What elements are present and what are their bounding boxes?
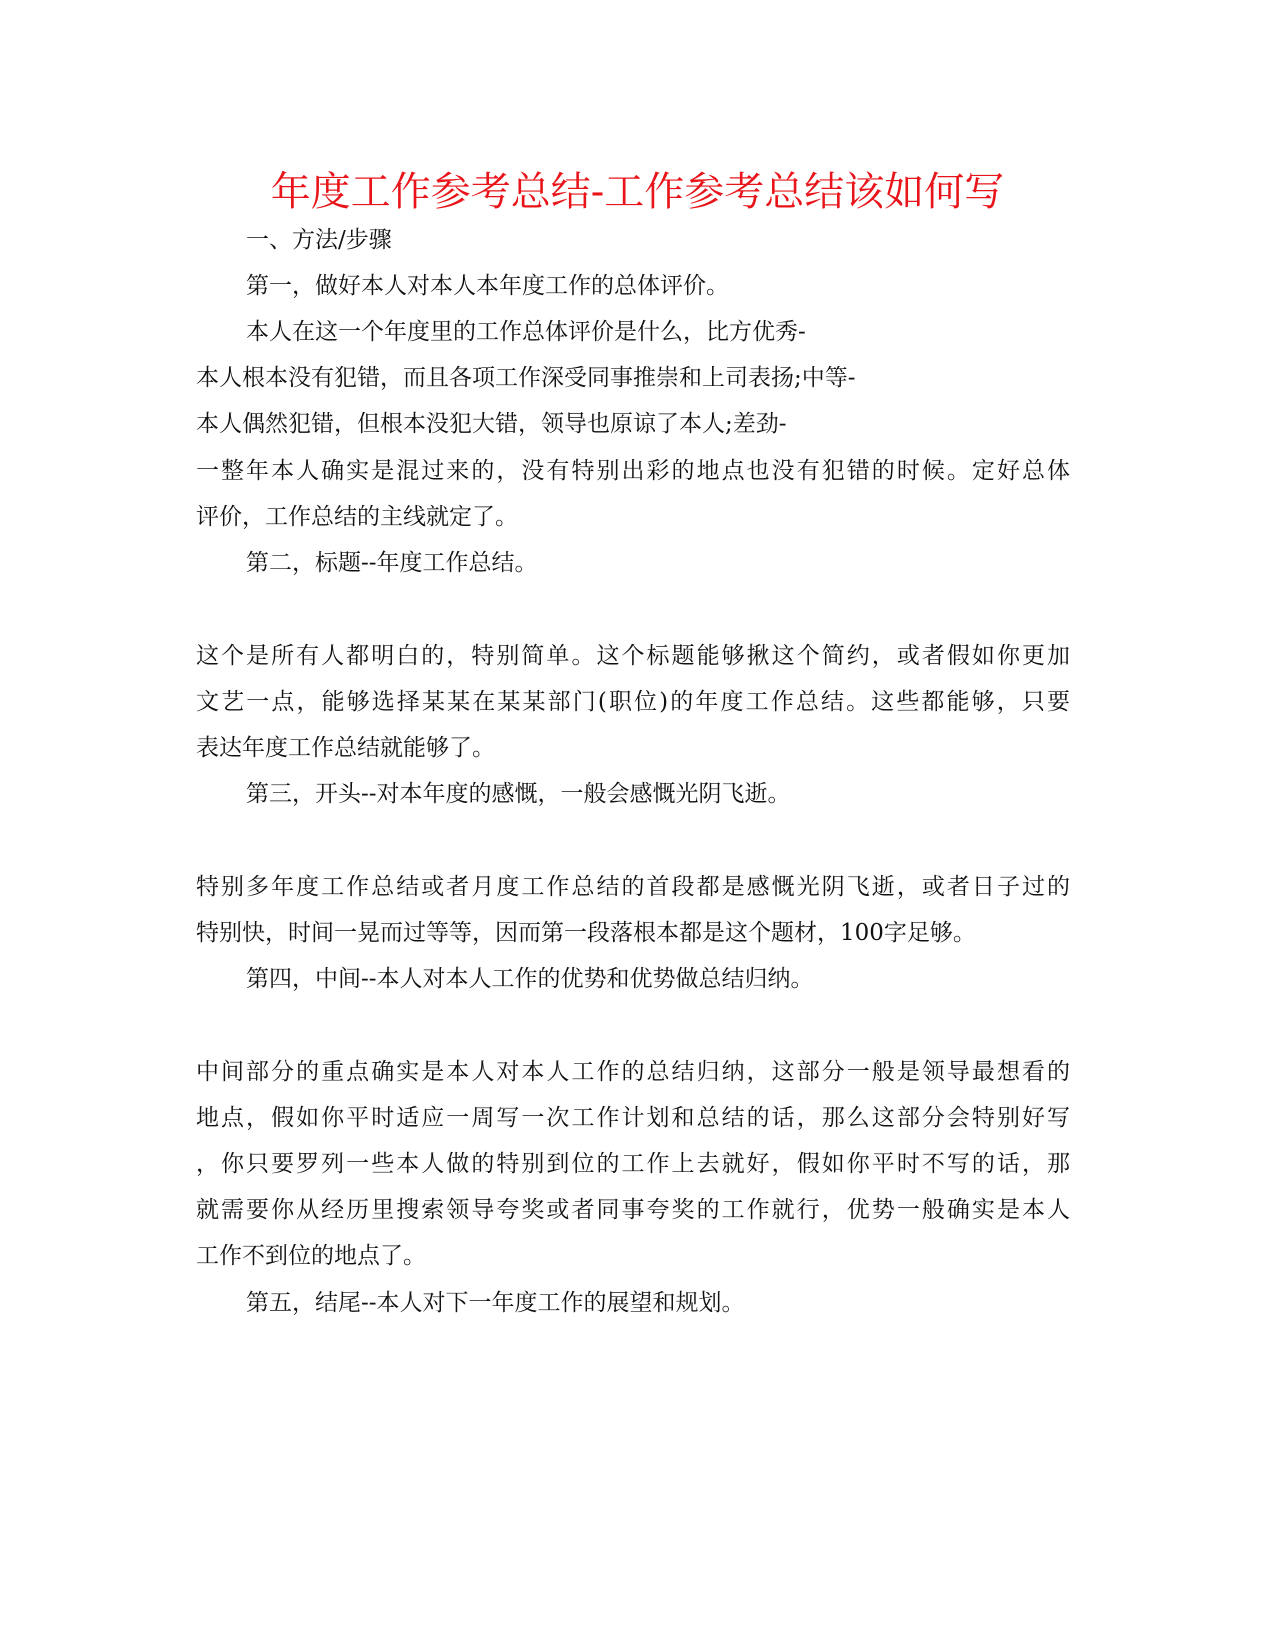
step-one-heading: 第一，做好本人对本人本年度工作的总体评价。 <box>246 273 729 299</box>
paragraph-line: 工作不到位的地点了。 <box>196 1243 426 1269</box>
paragraph-line: 就需要你从经历里搜索领导夸奖或者同事夸奖的工作就行，优势一般确实是本人 <box>196 1197 1070 1223</box>
paragraph-line: 特别多年度工作总结或者月度工作总结的首段都是感慨光阴飞逝，或者日子过的 <box>196 874 1070 900</box>
document-title: 年度工作参考总结-工作参考总结该如何写 <box>270 169 1005 215</box>
paragraph-line: 表达年度工作总结就能够了。 <box>196 735 495 761</box>
step-five-heading: 第五，结尾--本人对下一年度工作的展望和规划。 <box>246 1290 745 1316</box>
step-four-heading: 第四，中间--本人对本人工作的优势和优势做总结归纳。 <box>246 966 814 992</box>
paragraph-line: 本人在这一个年度里的工作总体评价是什么，比方优秀- <box>246 319 806 345</box>
step-three-heading: 第三，开头--对本年度的感慨，一般会感慨光阴飞逝。 <box>246 781 791 807</box>
paragraph-line: ，你只要罗列一些本人做的特别到位的工作上去就好，假如你平时不写的话，那 <box>196 1151 1070 1177</box>
paragraph-line: 本人根本没有犯错，而且各项工作深受同事推崇和上司表扬;中等- <box>196 365 856 391</box>
paragraph-line: 一整年本人确实是混过来的，没有特别出彩的地点也没有犯错的时候。定好总体 <box>196 458 1070 484</box>
paragraph-line: 这个是所有人都明白的，特别简单。这个标题能够揪这个简约，或者假如你更加 <box>196 643 1070 669</box>
paragraph-line: 文艺一点，能够选择某某在某某部门(职位)的年度工作总结。这些都能够，只要 <box>196 689 1070 715</box>
paragraph-line: 评价，工作总结的主线就定了。 <box>196 504 518 530</box>
paragraph-line: 特别快，时间一晃而过等等，因而第一段落根本都是这个题材，100字足够。 <box>196 920 976 946</box>
paragraph-line: 本人偶然犯错，但根本没犯大错，领导也原谅了本人;差劲- <box>196 411 787 437</box>
paragraph-line: 地点，假如你平时适应一周写一次工作计划和总结的话，那么这部分会特别好写 <box>196 1105 1070 1131</box>
step-two-heading: 第二，标题--年度工作总结。 <box>246 550 538 576</box>
section-heading: 一、方法/步骤 <box>246 227 392 253</box>
paragraph-line: 中间部分的重点确实是本人对本人工作的总结归纳，这部分一般是领导最想看的 <box>196 1059 1070 1085</box>
